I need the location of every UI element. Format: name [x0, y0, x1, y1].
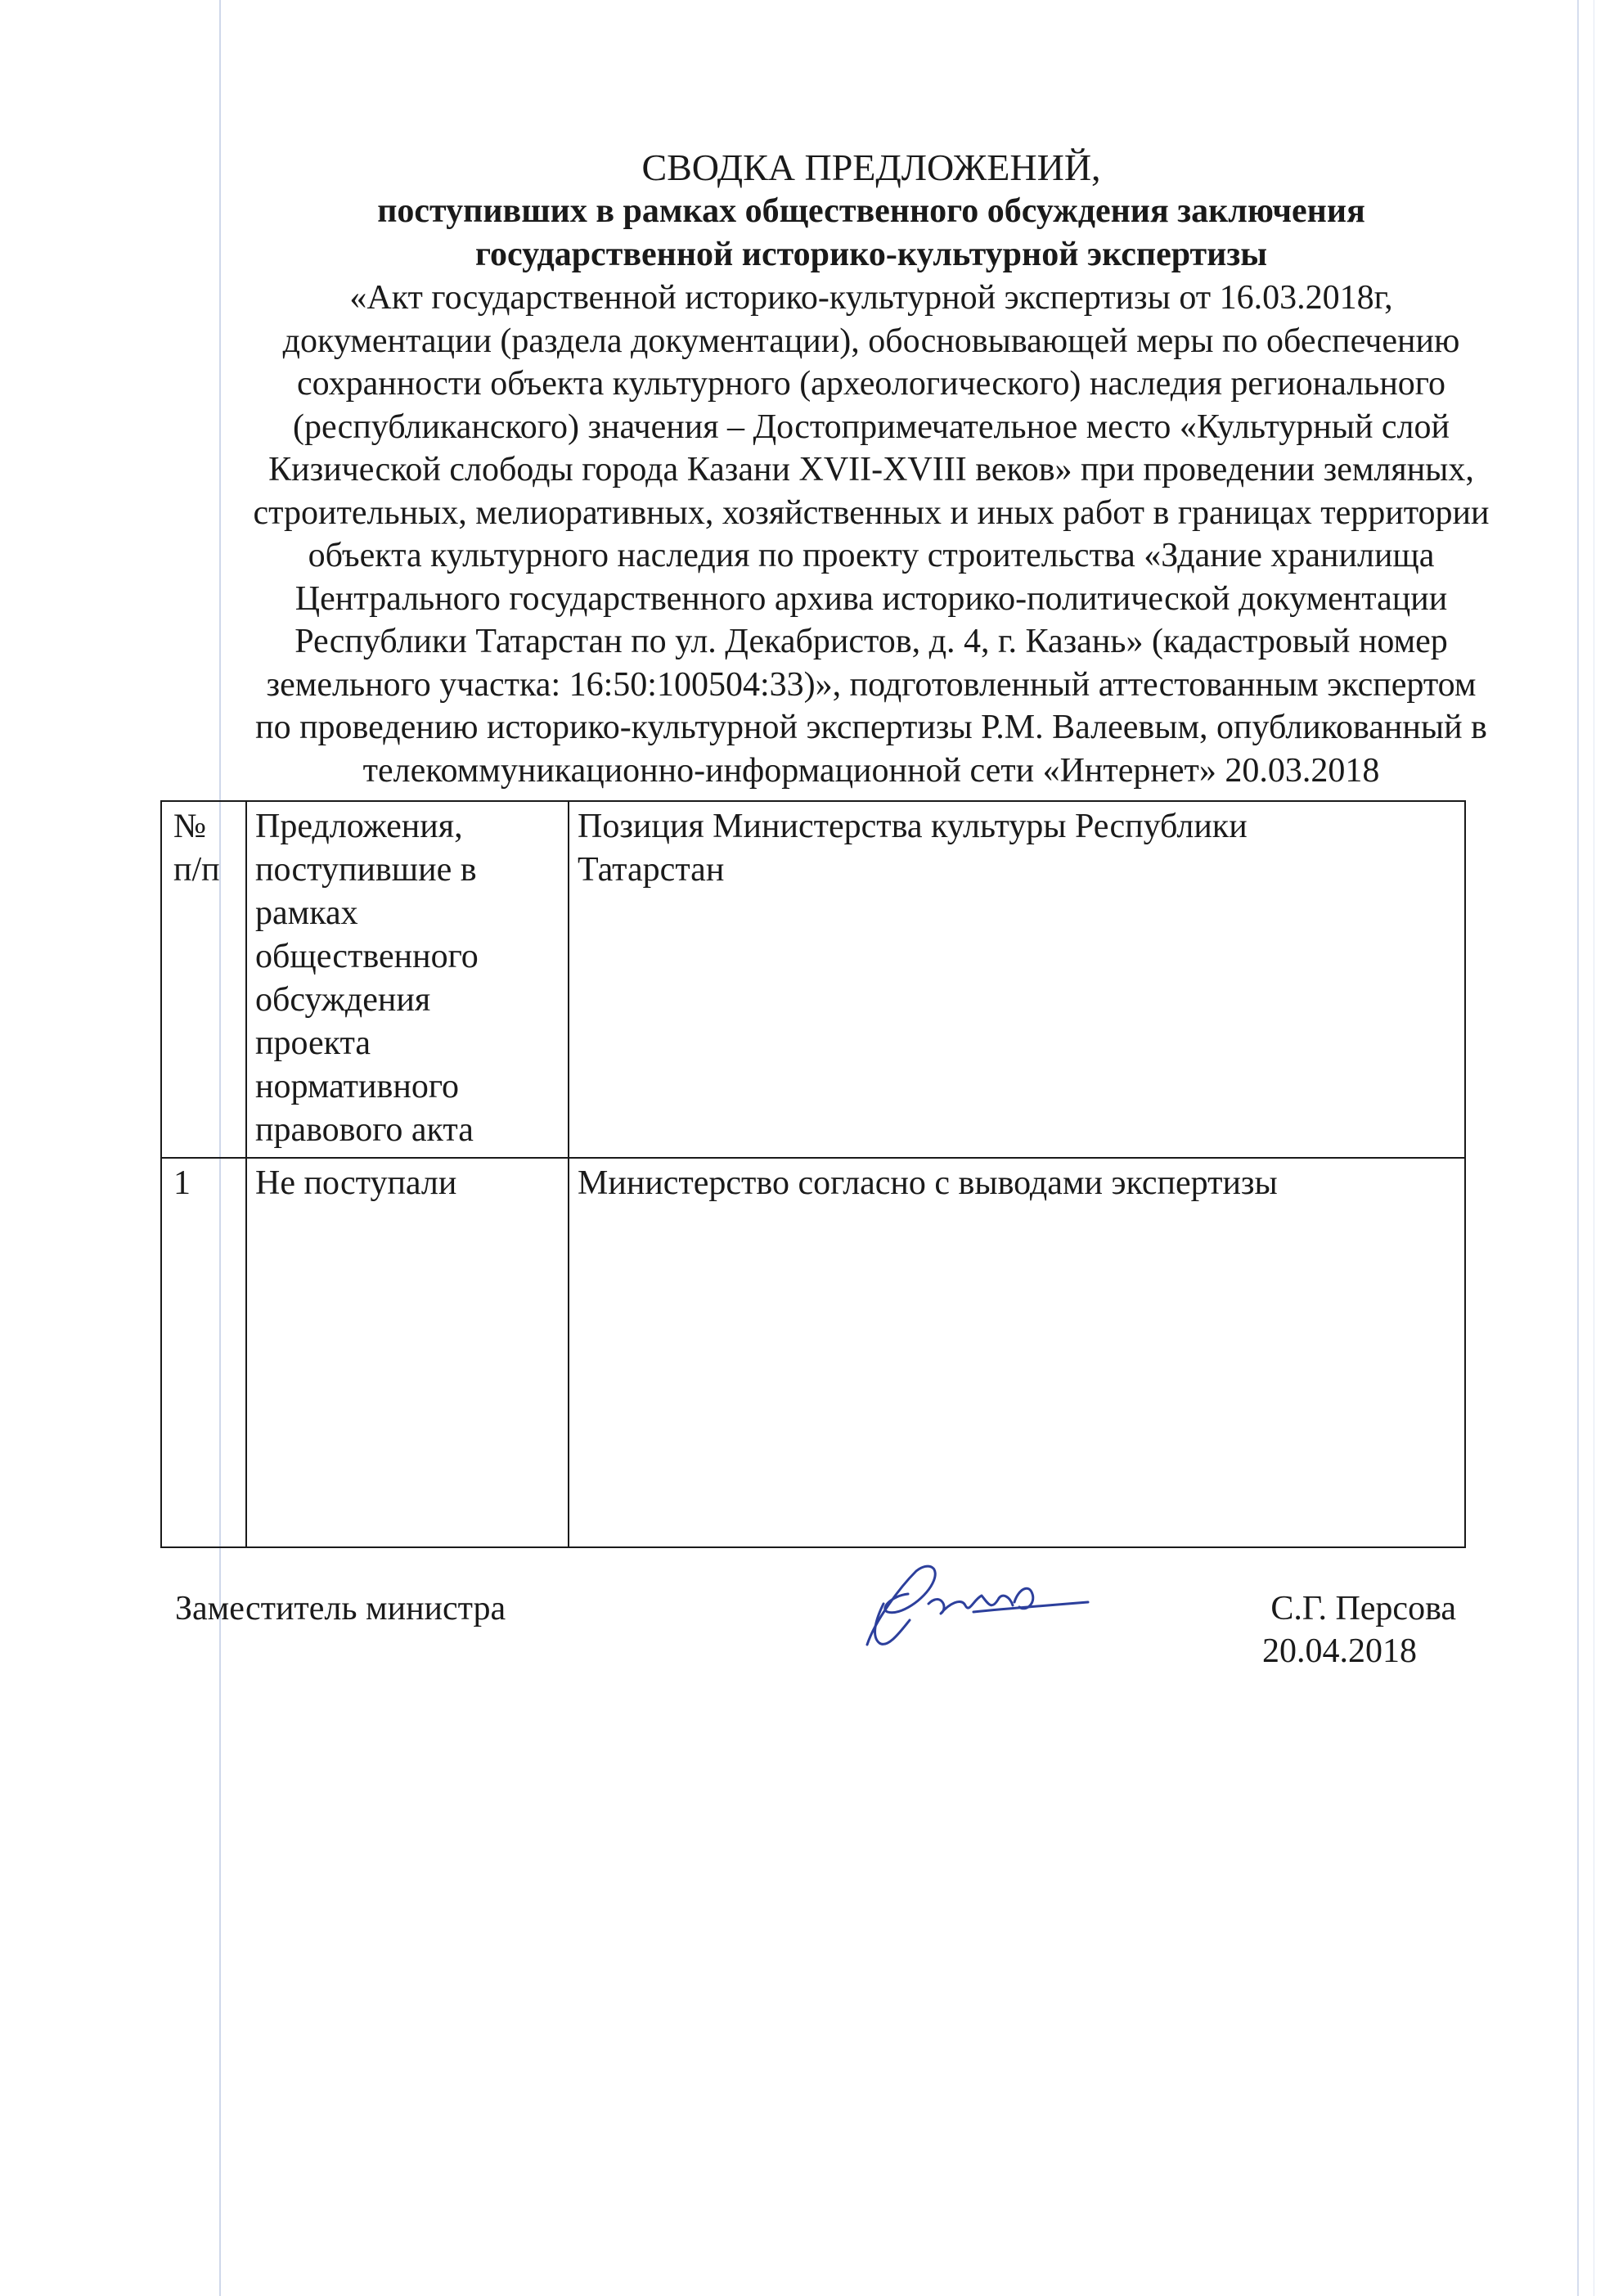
description-line: документации (раздела документации), обосновывающей меры по обеспечению [282, 322, 1460, 360]
description-line: (республиканского) значения – Достопримечательное место «Культурный слой [293, 407, 1450, 446]
document-header [164, 146, 1579, 792]
header-proposals-line: поступившие в [255, 851, 477, 889]
signature-stroke [1014, 1588, 1033, 1609]
header-ministry-position [569, 801, 1465, 1158]
header-proposals-line: проекта [255, 1024, 371, 1062]
subtitle-line: поступивших в рамках общественного обсуждения заключения [377, 192, 1365, 230]
description-line: по проведению историко-культурной экспертизы Р.М. Валеевым, опубликованный в [255, 709, 1487, 746]
table-header-row [161, 801, 1465, 1158]
signature-stroke [928, 1596, 1013, 1614]
description-line: «Акт государственной историко-культурной экспертизы от 16.03.2018г, [349, 279, 1393, 317]
header-number-line: п/п [173, 851, 220, 889]
description-line: Республики Татарстан по ул. Декабристов, д. 4, г. Казань» (кадастровый номер [294, 623, 1448, 660]
header-position-line: Татарстан [578, 851, 725, 889]
description-line: телекоммуникационно-информационной сети «Интернет» 20.03.2018 [362, 751, 1380, 790]
header-proposals-line: обсуждения [255, 981, 431, 1019]
document-date: 20.04.2018 [1262, 1632, 1417, 1670]
description-line: объекта культурного наследия по проекту строительства «Здание хранилища [308, 537, 1435, 574]
description-line: сохранности объекта культурного (археологического) наследия регионального [297, 365, 1445, 403]
subtitle-line: государственной историко-культурной экспертизы [474, 236, 1268, 273]
document-title: СВОДКА ПРЕДЛОЖЕНИЙ, [641, 146, 1101, 188]
row-ministry-position: Министерство согласно с выводами экспертизы [569, 1158, 1465, 1547]
header-proposals-line: рамках [255, 894, 358, 932]
header-proposals-line: общественного [255, 938, 479, 975]
header-proposals-line: правового акта [255, 1111, 474, 1149]
header-proposals [246, 801, 569, 1158]
signature-strokes [867, 1566, 1088, 1645]
header-proposals-line: нормативного [255, 1068, 460, 1105]
header-number-line: № [173, 808, 207, 845]
header-position-line: Позиция Министерства культуры Республики [578, 808, 1248, 845]
row-proposals: Не поступали [246, 1158, 569, 1547]
description-line: Кизической слободы города Казани XVII-XVIII веков» при проведении земляных, [268, 451, 1474, 488]
signature-stroke [867, 1566, 935, 1645]
header-number [161, 801, 246, 1158]
description-line: земельного участка: 16:50:100504:33)», подготовленный аттестованным экспертом [266, 665, 1477, 704]
proposals-table [160, 800, 1466, 1548]
signatory-role: Заместитель министра [175, 1590, 506, 1627]
header-proposals-line: Предложения, [255, 808, 463, 845]
signatory-name: С.Г. Персова [1270, 1590, 1456, 1627]
description-line: Центрального государственного архива историко-политической документации [294, 579, 1448, 618]
description-line: строительных, мелиоративных, хозяйственных и иных работ в границах территории [253, 493, 1490, 532]
handwritten-signature [851, 1555, 1096, 1661]
table-row [161, 1158, 1465, 1547]
row-number: 1 [161, 1158, 246, 1547]
